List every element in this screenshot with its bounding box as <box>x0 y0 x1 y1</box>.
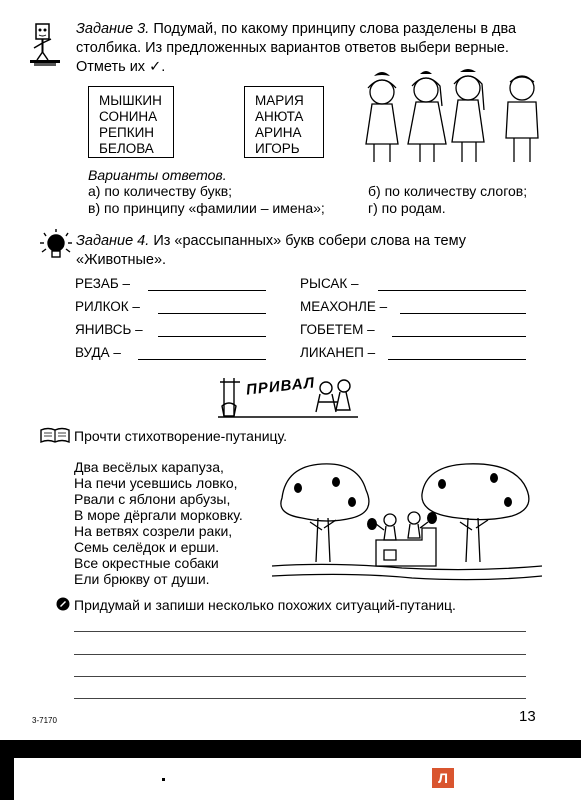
task3-label: Задание 3. <box>76 21 150 37</box>
variants-title: Варианты ответов. <box>88 167 227 183</box>
scrambled-word-left: РЕЗАБ – <box>75 276 130 291</box>
bottom-frame <box>14 758 581 800</box>
task3-line2: столбика. Из предложенных вариантов ответов выбери верные. <box>76 40 509 56</box>
answer-line[interactable] <box>378 290 526 291</box>
name-word: ИГОРЬ <box>255 141 300 156</box>
writing-line[interactable] <box>74 654 526 655</box>
option-b: б) по количеству слогов; <box>368 183 528 199</box>
reading-instruction: Прочти стихотворение-путаницу. <box>74 428 288 444</box>
task4-heading <box>76 232 546 270</box>
surname-word: СОНИНА <box>99 109 158 124</box>
task3-line3: Отметь их ✓. <box>76 59 166 75</box>
writing-line[interactable] <box>74 631 526 632</box>
name-word: АНЮТА <box>255 109 304 124</box>
open-book-icon <box>40 426 70 444</box>
nonsense-scene-illustration <box>272 458 542 583</box>
writing-line[interactable] <box>74 698 526 699</box>
scrambled-word-right: МЕАХОНЛЕ – <box>300 299 388 314</box>
writing-line[interactable] <box>74 676 526 677</box>
scrambled-word-left: РИЛКОК – <box>75 299 140 314</box>
poem-line: В море дёргали морковку. <box>74 507 243 523</box>
corner-logo: Л <box>432 768 454 788</box>
lightbulb-icon <box>36 228 72 264</box>
write-task-text: Придумай и запиши несколько похожих ситуаций-путаниц. <box>74 597 456 613</box>
task4-label: Задание 4. <box>76 233 150 249</box>
pencil-marker-icon <box>56 597 70 611</box>
option-v: в) по принципу «фамилии – имена»; <box>88 200 325 216</box>
scrambled-word-left: ЯНИВСЬ – <box>75 322 143 337</box>
option-g: г) по родам. <box>368 200 446 216</box>
children-illustration <box>360 66 550 166</box>
option-a: а) по количеству букв; <box>88 183 233 199</box>
task3-line1: Подумай, по какому принципу слова разделены в два <box>153 21 517 37</box>
answer-line[interactable] <box>148 290 266 291</box>
name-word: МАРИЯ <box>255 93 304 108</box>
surname-word: МЫШКИН <box>99 93 162 108</box>
scrambled-word-right: РЫСАК – <box>300 276 359 291</box>
poem-line: На печи усевшись ловко, <box>74 475 238 491</box>
print-code: 3-7170 <box>32 716 57 725</box>
names-box <box>244 86 324 158</box>
thinking-figure-icon <box>30 22 62 70</box>
poem-line: Семь селёдок и ерши. <box>74 539 220 555</box>
name-word: АРИНА <box>255 125 302 140</box>
page-number: 13 <box>519 708 536 725</box>
poem-line: На ветвях созрели раки, <box>74 523 233 539</box>
poem-line: Рвали с яблони арбузы, <box>74 491 231 507</box>
speck-mark <box>162 778 165 781</box>
poem <box>74 459 243 587</box>
poem-line: Два весёлых карапуза, <box>74 459 224 475</box>
rest-stop-title: ПРИВАЛ <box>245 374 316 399</box>
poem-line: Все окрестные собаки <box>74 555 219 571</box>
poem-line: Ели брюкву от души. <box>74 571 210 587</box>
task4-line2: «Животные». <box>76 252 167 268</box>
surname-word: БЕЛОВА <box>99 141 154 156</box>
answer-line[interactable] <box>392 336 526 337</box>
scrambled-word-right: ЛИКАНЕП – <box>300 345 376 360</box>
answer-line[interactable] <box>138 359 266 360</box>
surname-word: РЕПКИН <box>99 125 155 140</box>
surnames-box <box>88 86 174 158</box>
scrambled-word-left: ВУДА – <box>75 345 121 360</box>
answer-line[interactable] <box>158 336 266 337</box>
answer-line[interactable] <box>158 313 266 314</box>
answer-line[interactable] <box>400 313 526 314</box>
scrambled-word-right: ГОБЕТЕМ – <box>300 322 375 337</box>
answer-line[interactable] <box>388 359 526 360</box>
task4-line1: Из «рассыпанных» букв собери слова на тему <box>153 233 467 249</box>
